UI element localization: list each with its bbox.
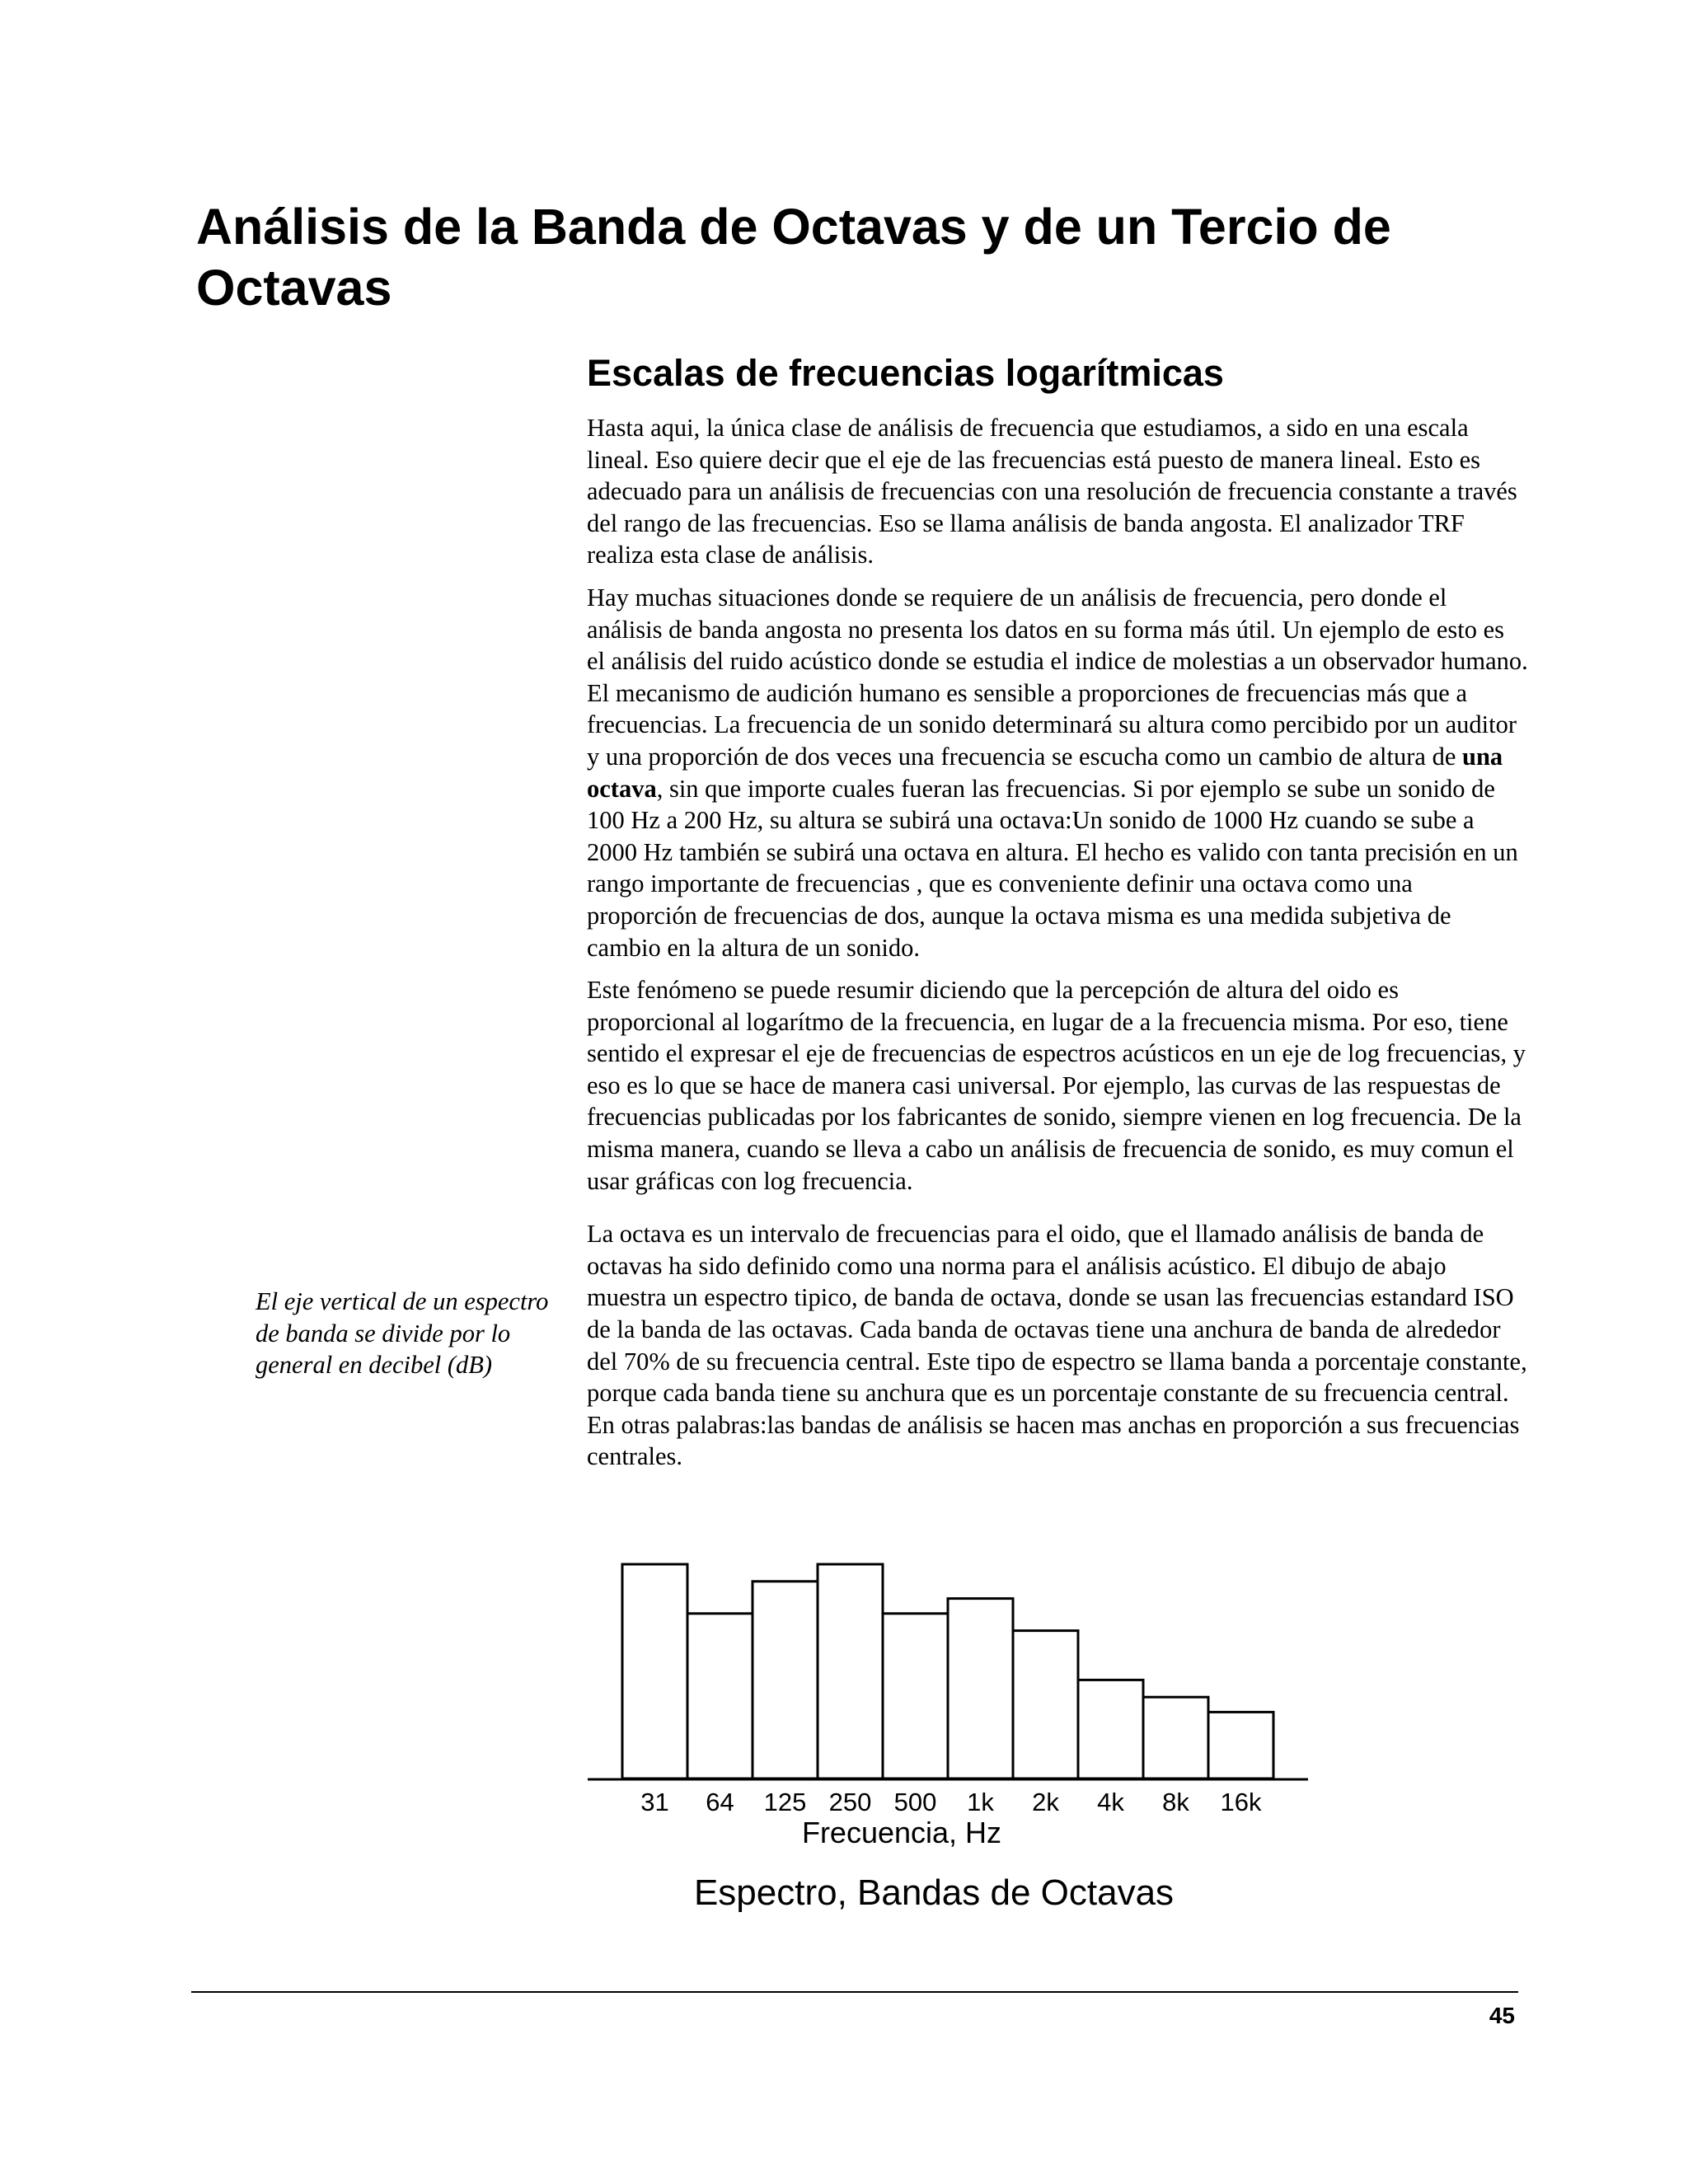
chart-bars [622,1564,1273,1779]
tick-label-4k: 4k [1097,1788,1124,1816]
paragraph-2-text-a: Hay muchas situaciones donde se requiere de un análisis de frecuencia, pero donde el análisis de banda angosta no presenta los datos en su forma más útil. Un ejemplo de esto es el análisis del ruido acústico donde se estudia el indice de molestias a un observador humano. El mecanismo de audición humano es sensible a proporciones de frecuencias más que a frecuencias. La frecuencia de un sonido determinará su altura como percibido por un auditor y una proporción de dos veces una frecuencia se escucha como un cambio de altura de [587,583,1528,771]
bar-500 [883,1614,948,1779]
paragraph-2-bold-term: una octava [587,742,1503,803]
tick-label-64: 64 [706,1788,734,1816]
bar-16k [1208,1712,1273,1779]
bar-250 [818,1564,883,1779]
bar-64 [687,1614,753,1779]
tick-label-1k: 1k [967,1788,994,1816]
chart-tick-labels [640,1788,1262,1816]
paragraph-4: La octava es un intervalo de frecuencias para el oido, que el llamado análisis de banda de octavas ha sido definido como una norma para el análisis acústico. El dibujo de abajo muestra un espectro tipico, de banda de octava, donde se usan las frecuencias estandard ISO de la banda de las octavas. Cada banda de octavas tiene una anchura de banda de alrededor del 70% de su frecuencia central. Este tipo de espectro se llama banda a porcentaje constante, porque cada banda tiene su anchura que es un porcentaje constante de su frecuencia central. En otras palabras:las bandas de análisis se hacen mas anchas en proporción a sus frecuencias centrales. [587,1220,1527,1471]
page-number: 45 [1489,2003,1515,2028]
margin-note: El eje vertical de un espectro de banda se divide por lo general en decibel (dB) [256,1287,549,1380]
tick-label-125: 125 [763,1788,807,1816]
tick-label-16k: 16k [1220,1788,1262,1816]
section-title: Escalas de frecuencias logarítmicas [587,352,1224,394]
paragraph-3: Este fenómeno se puede resumir diciendo que la percepción de altura del oido es proporcional al logarítmo de la frecuencia, en lugar de a la frecuencia misma. Por eso, tiene sentido el expresar el eje de frecuencias de espectros acústicos en un eje de log frecuencias, y eso es lo que se hace de manera casi universal. Por ejemplo, las curvas de las respuestas de frecuencias publicadas por los fabricantes de sonido, siempre vienen en log frecuencia. De la misma manera, cuando se lleva a cabo un análisis de frecuencia de sonido, es muy comun el usar gráficas con log frecuencia. [587,976,1526,1195]
body-text [587,412,1528,1483]
footer-rule [191,1991,1518,1993]
bar-125 [753,1582,818,1779]
paragraph-2 [587,582,1528,963]
bar-8k [1143,1697,1208,1779]
tick-label-500: 500 [893,1788,937,1816]
tick-label-8k: 8k [1162,1788,1189,1816]
bar-1k [948,1599,1013,1779]
paragraph-1: Hasta aqui, la única clase de análisis de frecuencia que estudiamos, a sido en una escala lineal. Eso quiere decir que el eje de las frecuencias está puesto de manera lineal. Esto es adecuado para un análisis de frecuencias con una resolución de frecuencia constante a través del rango de las frecuencias. Eso se llama análisis de banda angosta. El analizador TRF realiza esta clase de análisis. [587,414,1517,569]
tick-label-250: 250 [828,1788,872,1816]
bar-31 [622,1564,687,1779]
tick-label-31: 31 [640,1788,669,1816]
tick-label-2k: 2k [1032,1788,1059,1816]
paragraph-2-text-b: , sin que importe cuales fueran las frecuencias. Si por ejemplo se sube un sonido de 100 Hz a 200 Hz, su altura se subirá una octava:Un sonido de 1000 Hz cuando se sube a 2000 Hz también se subirá una octava en altura. El hecho es valido con tanta precisión en un rango importante de frecuencias , que es conveniente definir una octava como una proporción de frecuencias de dos, aunque la octava misma es una medida subjetiva de cambio en la altura de un sonido. [587,774,1518,962]
chart-title: Espectro, Bandas de Octavas [693,1872,1175,1913]
bar-4k [1078,1680,1143,1779]
chart-x-axis-label: Frecuencia, Hz [801,1816,1002,1849]
chapter-title: Análisis de la Banda de Octavas y de un Tercio de Octavas [196,199,1391,316]
bar-2k [1013,1631,1078,1779]
octave-band-chart [577,1549,1319,1929]
